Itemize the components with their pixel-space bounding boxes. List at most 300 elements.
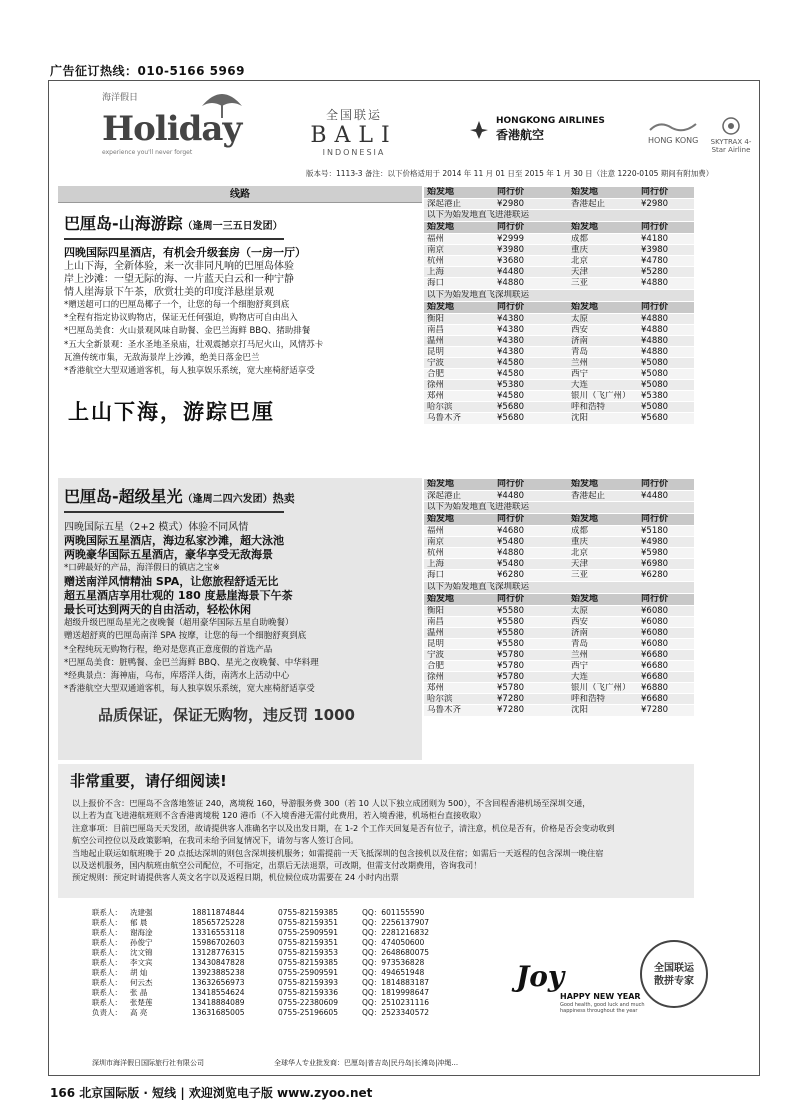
product-schedule: （逢周一三五日发团） [182, 221, 283, 232]
note-line: 注意事项：目前巴厘岛天天发团，故请提供客人准确名字以及出发日期，在 1-2 个工作天回复是否有位子，清注意，机位是否有，价格是否会变动收到 [72, 822, 615, 833]
contact-cell: 15986702603 [192, 938, 245, 947]
table-cell: 天津 [568, 267, 638, 278]
contact-cell: 13418554624 [192, 988, 245, 997]
contact-cell: 0755-82159351 [278, 938, 338, 947]
seal-line: 全国联运 [654, 963, 694, 974]
brand-header [56, 86, 756, 168]
table-header-row [424, 222, 694, 234]
hk-airlines-icon [468, 119, 490, 141]
table-row [424, 402, 694, 413]
feature-line: 赠送南洋风情精油 SPA，让您旅程舒适无比 [64, 575, 279, 589]
table-cell: ¥4880 [494, 278, 568, 289]
holiday-cn: 海洋假日 [102, 93, 139, 103]
table-cell: 呼和浩特 [568, 402, 638, 413]
table-cell: 杭州 [424, 256, 494, 267]
table-cell: 天津 [568, 559, 638, 570]
table-row [424, 256, 694, 267]
table-cell: 沈阳 [568, 705, 638, 716]
contact-cell: 13418884089 [192, 998, 245, 1007]
contact-cell: 13923885238 [192, 968, 245, 977]
hong-kong-text: HONG KONG [648, 136, 699, 145]
contact-row [92, 968, 432, 978]
contact-cell: 胡 灿 [130, 968, 148, 977]
table-cell: 始发地 [568, 479, 638, 491]
contact-cell: 何云杰 [130, 978, 153, 987]
hong-kong-wave-icon [648, 120, 698, 134]
table-cell: 南京 [424, 245, 494, 256]
bali-logo [274, 106, 434, 157]
table-row [424, 537, 694, 548]
table-cell: 徐州 [424, 380, 494, 391]
table-cell: 郑州 [424, 683, 494, 694]
table-cell: 西宁 [568, 369, 638, 380]
price-table-shanhai [424, 187, 694, 425]
table-header-row [424, 301, 694, 313]
table-cell: ¥2980 [494, 199, 568, 210]
holiday-word: Holiday [102, 109, 242, 149]
contact-cell: 0755-82159385 [278, 908, 338, 917]
feature-line: 四晚国际五星（2+2 模式）体验不同风情 [64, 522, 249, 533]
contact-cell: 负责人： [92, 1008, 122, 1017]
contact-cell: QQ：2523340572 [362, 1008, 430, 1017]
contact-cell: 联系人： [92, 998, 122, 1007]
table-cell: 同行价 [494, 301, 568, 313]
contact-cell: 联系人： [92, 918, 122, 927]
table-cell: 兰州 [568, 649, 638, 660]
contact-cell: 冼建强 [130, 908, 153, 917]
table-cell: 同行价 [638, 301, 694, 313]
table-cell: 重庆 [568, 245, 638, 256]
contact-row [92, 988, 432, 998]
table-cell: 衡阳 [424, 605, 494, 616]
page-footer: 166 北京国际版 · 短线 | 欢迎浏览电子版 www.zyoo.net [50, 1086, 373, 1100]
table-row [424, 391, 694, 402]
product-xingguang [58, 478, 422, 760]
table-cell: ¥6680 [638, 661, 694, 672]
feature-line: *巴厘岛美食：火山景观风味自助餐、金巴兰海鲜 BBQ、猪助排餐 [64, 326, 311, 337]
table-cell: ¥4780 [638, 256, 694, 267]
feature-line: 最长可达到两天的自由活动，轻松休闲 [64, 603, 251, 617]
table-cell: 北京 [568, 256, 638, 267]
table-cell: ¥5080 [638, 380, 694, 391]
contact-cell: 18565725228 [192, 918, 245, 927]
table-row [424, 369, 694, 380]
note-line: 当地起止联运如航班晚于 20 点抵达深圳的则包含深圳接机服务；如需提前一天飞抵深圳的包含接机以及住宿；如需后一天返程的包含深圳一晚住宿 [72, 847, 604, 858]
table-row [424, 335, 694, 346]
version-note: 版本号：1113-3 备注：以下价格适用于 2014 年 11 月 01 日至 2015 年 1 月 30 日（注意 1220-0105 期间有附加费） [306, 169, 714, 178]
table-cell: ¥5780 [494, 649, 568, 660]
table-cell: 同行价 [494, 222, 568, 234]
footer-partner: 全球华人专业批发商：巴厘岛|普吉岛|民丹岛|长滩岛|冲绳... [274, 1059, 459, 1067]
table-cell: ¥6680 [638, 672, 694, 683]
feature-line: *口碑最好的产品，海洋假日的镇店之宝※ [64, 563, 220, 573]
product-title-text: 巴厘岛-山海游踪 [64, 214, 183, 233]
table-header-row [424, 187, 694, 199]
footer-line [92, 1058, 528, 1068]
contact-cell: 0755-22380609 [278, 998, 338, 1007]
holiday-tag: experience you'll never forget [102, 149, 193, 156]
table-row [424, 199, 694, 210]
product-title [58, 478, 422, 507]
table-cell: 大连 [568, 380, 638, 391]
table-cell: ¥4880 [638, 335, 694, 346]
table-row [424, 548, 694, 559]
table-cell: ¥4880 [638, 324, 694, 335]
table-row [424, 605, 694, 616]
contact-cell: 郁 晨 [130, 918, 148, 927]
ad-hotline: 广告征订热线：010-5166 5969 [50, 64, 246, 78]
table-cell: ¥4880 [638, 278, 694, 289]
umbrella-icon [200, 88, 244, 118]
table-cell: 济南 [568, 627, 638, 638]
table-cell: 郑州 [424, 391, 494, 402]
contact-cell: 0755-25909591 [278, 928, 338, 937]
table-row [424, 267, 694, 278]
feature-line: *香港航空大型双通道客机，每人独享娱乐系统，宽大座椅舒适享受 [64, 366, 315, 377]
contact-cell: 谢海淦 [130, 928, 153, 937]
table-cell: 同行价 [494, 514, 568, 526]
table-row [424, 357, 694, 368]
table-cell: ¥5780 [494, 672, 568, 683]
contact-cell: 高 亮 [130, 1008, 148, 1017]
contact-cell: QQ：1819998647 [362, 988, 430, 997]
table-cell: 南京 [424, 537, 494, 548]
table-cell: 太原 [568, 313, 638, 324]
table-cell: ¥4380 [494, 346, 568, 357]
table-cell: ¥5080 [638, 402, 694, 413]
note-line: 以上报价不含：巴厘岛不含落地签证 240，离境税 160，导游服务费 300（若 10 人以下独立成团则为 500），不含回程香港机场至深圳交通， [72, 798, 591, 808]
table-row [424, 683, 694, 694]
table-row [424, 694, 694, 705]
table-cell: ¥3980 [494, 245, 568, 256]
table-cell: ¥4880 [638, 313, 694, 324]
table-cell: ¥4580 [494, 369, 568, 380]
table-cell: 同行价 [638, 187, 694, 199]
table-cell: ¥5780 [494, 661, 568, 672]
table-cell: 沈阳 [568, 413, 638, 424]
contact-cell: 联系人： [92, 968, 122, 977]
table-cell: ¥4380 [494, 335, 568, 346]
table-cell: ¥5080 [638, 357, 694, 368]
table-row [424, 324, 694, 335]
table-cell: 呼和浩特 [568, 694, 638, 705]
table-cell: 南昌 [424, 324, 494, 335]
contact-cell: 13632656973 [192, 978, 245, 987]
table-cell: 宁波 [424, 649, 494, 660]
feature-line: 岸上沙滩：一望无际的海、一片蓝天白云和一种宁静 [64, 274, 294, 285]
seal-line: 散拼专家 [654, 976, 694, 987]
hk-airlines-logo [468, 116, 605, 143]
table-section-note [424, 289, 694, 301]
skytrax-icon [721, 116, 741, 136]
table-cell: 成都 [568, 526, 638, 537]
feature-line: 四晚国际四星酒店，有机会升级套房（一房一厅） [64, 246, 306, 259]
table-cell: ¥5580 [494, 627, 568, 638]
feature-line: *香港航空大型双通道客机，每人独享娱乐系统，宽大座椅舒适享受 [64, 684, 315, 695]
table-cell: 海口 [424, 570, 494, 581]
table-cell: 济南 [568, 335, 638, 346]
table-row [424, 278, 694, 289]
table-section-note [424, 210, 694, 222]
table-row [424, 313, 694, 324]
table-cell: 兰州 [568, 357, 638, 368]
contact-row [92, 958, 432, 968]
contact-cell: 联系人： [92, 988, 122, 997]
important-heading: 非常重要，请仔细阅读! [70, 772, 227, 790]
table-cell: ¥3680 [494, 256, 568, 267]
contact-cell: 张楚莲 [130, 998, 153, 1007]
contact-cell: QQ：474050600 [362, 938, 425, 947]
table-cell: 西宁 [568, 661, 638, 672]
contact-cell: 13430847828 [192, 958, 245, 967]
contact-cell: 0755-82159385 [278, 958, 338, 967]
table-cell: ¥5280 [638, 267, 694, 278]
contact-cell: 0755-25196605 [278, 1008, 338, 1017]
contact-row [92, 998, 432, 1008]
table-row [424, 491, 694, 502]
feature-line: 上山下海，全新体验，来一次非同凡响的巴厘岛体验 [64, 261, 294, 272]
table-cell: ¥5580 [494, 616, 568, 627]
table-cell: ¥5080 [638, 369, 694, 380]
table-cell: 同行价 [638, 479, 694, 491]
feature-line: 超级升级巴厘岛星光之夜晚餐（超用豪华国际五星自助晚餐） [64, 618, 294, 629]
table-cell: ¥5680 [638, 413, 694, 424]
important-notes [58, 764, 694, 898]
table-cell: 重庆 [568, 537, 638, 548]
table-cell: 杭州 [424, 548, 494, 559]
contact-cell: 13631685005 [192, 1008, 245, 1017]
table-row [424, 526, 694, 537]
table-cell: 香港起止 [568, 491, 638, 502]
section-note-cell: 以下为始发地直飞进港联运 [424, 502, 694, 514]
contact-cell: 联系人： [92, 978, 122, 987]
section-note-cell: 以下为始发地直飞深圳联运 [424, 581, 694, 593]
hong-kong-logo [648, 120, 698, 145]
table-cell: 哈尔滨 [424, 402, 494, 413]
footer-company: 深圳市海洋假日国际旅行社有限公司 [92, 1059, 204, 1067]
table-cell: ¥4580 [494, 391, 568, 402]
table-cell: 合肥 [424, 369, 494, 380]
table-cell: 始发地 [568, 301, 638, 313]
contact-cell: 张 晶 [130, 988, 148, 997]
table-cell: 同行价 [494, 187, 568, 199]
table-cell: 银川（飞广州） [568, 391, 638, 402]
table-cell: ¥4480 [494, 267, 568, 278]
note-line: 以上若为直飞进港航班则不含香港离境税 120 港币（不入境香港无需付此费用，若入境香港，机场柜台直接收取） [72, 810, 486, 821]
table-cell: ¥4580 [494, 357, 568, 368]
table-cell: 徐州 [424, 672, 494, 683]
contact-cell: QQ：494651948 [362, 968, 425, 977]
contact-row [92, 948, 432, 958]
table-cell: 宁波 [424, 357, 494, 368]
table-cell: 福州 [424, 234, 494, 245]
table-cell: ¥5680 [494, 413, 568, 424]
note-line: 航空公司控位以及政策影响，在我司未给予回复情况下，请勿与客人签订合同。 [72, 835, 359, 846]
table-row [424, 705, 694, 716]
table-cell: 昆明 [424, 346, 494, 357]
table-cell: ¥5780 [494, 683, 568, 694]
seal-logo [640, 940, 708, 1008]
table-cell: ¥4980 [638, 537, 694, 548]
feature-line: *五大全新景观：圣水圣地圣泉庙，壮观震撼京打马尼火山，风情苏卡 [64, 339, 324, 350]
table-cell: ¥4480 [638, 491, 694, 502]
table-cell: 温州 [424, 627, 494, 638]
contact-cell: QQ：2648680075 [362, 948, 430, 957]
table-cell: 同行价 [494, 479, 568, 491]
feature-line: *赠送超可口的巴厘岛椰子一个，让您的每一个细胞舒爽到底 [64, 300, 290, 310]
hot-sale-tag: 热卖 [272, 492, 295, 505]
hk-airlines-en: HONGKONG AIRLINES [496, 116, 605, 126]
table-row [424, 559, 694, 570]
contact-row [92, 918, 432, 928]
table-cell: ¥5480 [494, 537, 568, 548]
table-cell: 三亚 [568, 570, 638, 581]
table-cell: 上海 [424, 559, 494, 570]
table-cell: 同行价 [638, 222, 694, 234]
contact-cell: 联系人： [92, 928, 122, 937]
table-cell: 哈尔滨 [424, 694, 494, 705]
table-cell: ¥7280 [638, 705, 694, 716]
feature-line: *经典景点：海神庙，乌布，库塔洋人街，南湾水上活动中心 [64, 671, 290, 682]
table-cell: ¥4880 [494, 548, 568, 559]
table-cell: 乌鲁木齐 [424, 705, 494, 716]
route-column-header: 线路 [58, 186, 422, 203]
table-cell: ¥4380 [494, 313, 568, 324]
table-header-row [424, 514, 694, 526]
contact-cell: 18811874844 [192, 908, 245, 917]
table-row [424, 380, 694, 391]
table-row [424, 413, 694, 424]
table-header-row [424, 593, 694, 605]
table-cell: 同行价 [638, 593, 694, 605]
table-cell: 温州 [424, 335, 494, 346]
table-cell: 深起港止 [424, 199, 494, 210]
contact-cell: QQ：2281216832 [362, 928, 430, 937]
contact-cell: 沈文锦 [130, 948, 153, 957]
table-cell: ¥6680 [638, 649, 694, 660]
table-row [424, 672, 694, 683]
table-cell: ¥7280 [494, 694, 568, 705]
table-cell: ¥5380 [638, 391, 694, 402]
contact-cell: 0755-82159351 [278, 918, 338, 927]
price-table-xingguang [424, 479, 694, 717]
contact-cell: QQ：2510231116 [362, 998, 430, 1007]
product-title [58, 203, 422, 234]
table-cell: 始发地 [424, 514, 494, 526]
table-cell: ¥3980 [638, 245, 694, 256]
table-row [424, 346, 694, 357]
table-cell: 海口 [424, 278, 494, 289]
product-slogan: 上山下海，游踪巴厘 [68, 399, 275, 425]
contact-row [92, 938, 432, 948]
contact-row [92, 1008, 432, 1018]
joy-happy-new-year: HAPPY NEW YEAR [560, 992, 641, 1001]
contact-cell: 孙俊宁 [130, 938, 153, 947]
feature-line: 两晚国际五星酒店，海边私家沙滩，超大泳池 [64, 534, 284, 547]
table-cell: ¥6280 [638, 570, 694, 581]
contact-cell: 13128776315 [192, 948, 245, 957]
table-cell: ¥4380 [494, 324, 568, 335]
table-cell: ¥5380 [494, 380, 568, 391]
bali-cn: 全国联运 [325, 108, 382, 122]
table-cell: ¥4880 [638, 346, 694, 357]
contact-cell: 联系人： [92, 938, 122, 947]
table-cell: 青岛 [568, 638, 638, 649]
table-cell: 始发地 [424, 222, 494, 234]
table-cell: ¥4480 [494, 491, 568, 502]
table-row [424, 627, 694, 638]
table-cell: 同行价 [494, 593, 568, 605]
table-cell: ¥6280 [494, 570, 568, 581]
table-cell: ¥5180 [638, 526, 694, 537]
table-cell: 始发地 [424, 301, 494, 313]
bali-en: BALI [310, 123, 398, 148]
section-note-cell: 以下为始发地直飞深圳联运 [424, 289, 694, 301]
contact-row [92, 928, 432, 938]
table-cell: 始发地 [568, 514, 638, 526]
table-cell: ¥6680 [638, 694, 694, 705]
table-cell: 始发地 [568, 187, 638, 199]
table-cell: 成都 [568, 234, 638, 245]
table-row [424, 570, 694, 581]
table-cell: 同行价 [638, 514, 694, 526]
table-cell: ¥4680 [494, 526, 568, 537]
contact-cell: 李文宾 [130, 958, 153, 967]
section-note-cell: 以下为始发地直飞进港联运 [424, 210, 694, 222]
table-header-row [424, 479, 694, 491]
bali-sub: INDONESIA [322, 148, 386, 157]
table-cell: 南昌 [424, 616, 494, 627]
contact-cell: QQ：601155590 [362, 908, 425, 917]
table-cell: ¥2980 [638, 199, 694, 210]
table-cell: ¥6880 [638, 683, 694, 694]
table-cell: ¥5980 [638, 548, 694, 559]
table-cell: 始发地 [424, 479, 494, 491]
table-row [424, 234, 694, 245]
skytrax-logo [706, 116, 756, 154]
table-cell: 银川（飞广州） [568, 683, 638, 694]
table-cell: ¥5680 [494, 402, 568, 413]
joy-logo: Joy [516, 960, 565, 993]
table-cell: ¥5480 [494, 559, 568, 570]
note-line: 预定规则：预定时请提供客人英文名字以及返程日期，机位候位成功需要在 24 小时内出票 [72, 872, 399, 883]
table-cell: 西安 [568, 616, 638, 627]
quality-guarantee: 品质保证，保证无购物，违反罚 1000 [98, 706, 355, 725]
table-cell: 三亚 [568, 278, 638, 289]
table-cell: 北京 [568, 548, 638, 559]
table-cell: 上海 [424, 267, 494, 278]
contact-cell: 0755-82159353 [278, 948, 338, 957]
contact-cell: 0755-25909591 [278, 968, 338, 977]
table-cell: 合肥 [424, 661, 494, 672]
table-cell: ¥6080 [638, 638, 694, 649]
table-cell: ¥6080 [638, 605, 694, 616]
contact-cell: 联系人： [92, 908, 122, 917]
table-cell: 始发地 [568, 593, 638, 605]
contact-cell: 0755-82159336 [278, 988, 338, 997]
contact-cell: QQ：973536828 [362, 958, 425, 967]
table-cell: ¥5580 [494, 605, 568, 616]
table-cell: 始发地 [568, 222, 638, 234]
feature-line: 瓦渔传统市集，无敌海景岸上沙滩，绝美日落金巴兰 [64, 352, 260, 363]
feature-line: *巴厘岛美食：脏鸭餐、金巴兰海鲜 BBQ、星光之夜晚餐、中华料理 [64, 657, 319, 668]
feature-line: *全程有指定协议购物店，保证无任何强迫，购物店可自由出入 [64, 313, 298, 324]
joy-wishes: Good health, good luck and much happiness throughout the year [560, 1002, 645, 1014]
contact-cell: QQ：1814883187 [362, 978, 430, 987]
holiday-logo [102, 90, 272, 160]
table-cell: 深起港止 [424, 491, 494, 502]
note-line: 以及送机服务，国内航班由航空公司配位，不可指定，出票后无法退票，可改期，但需支付改期费用，咨询我司！ [72, 860, 482, 871]
